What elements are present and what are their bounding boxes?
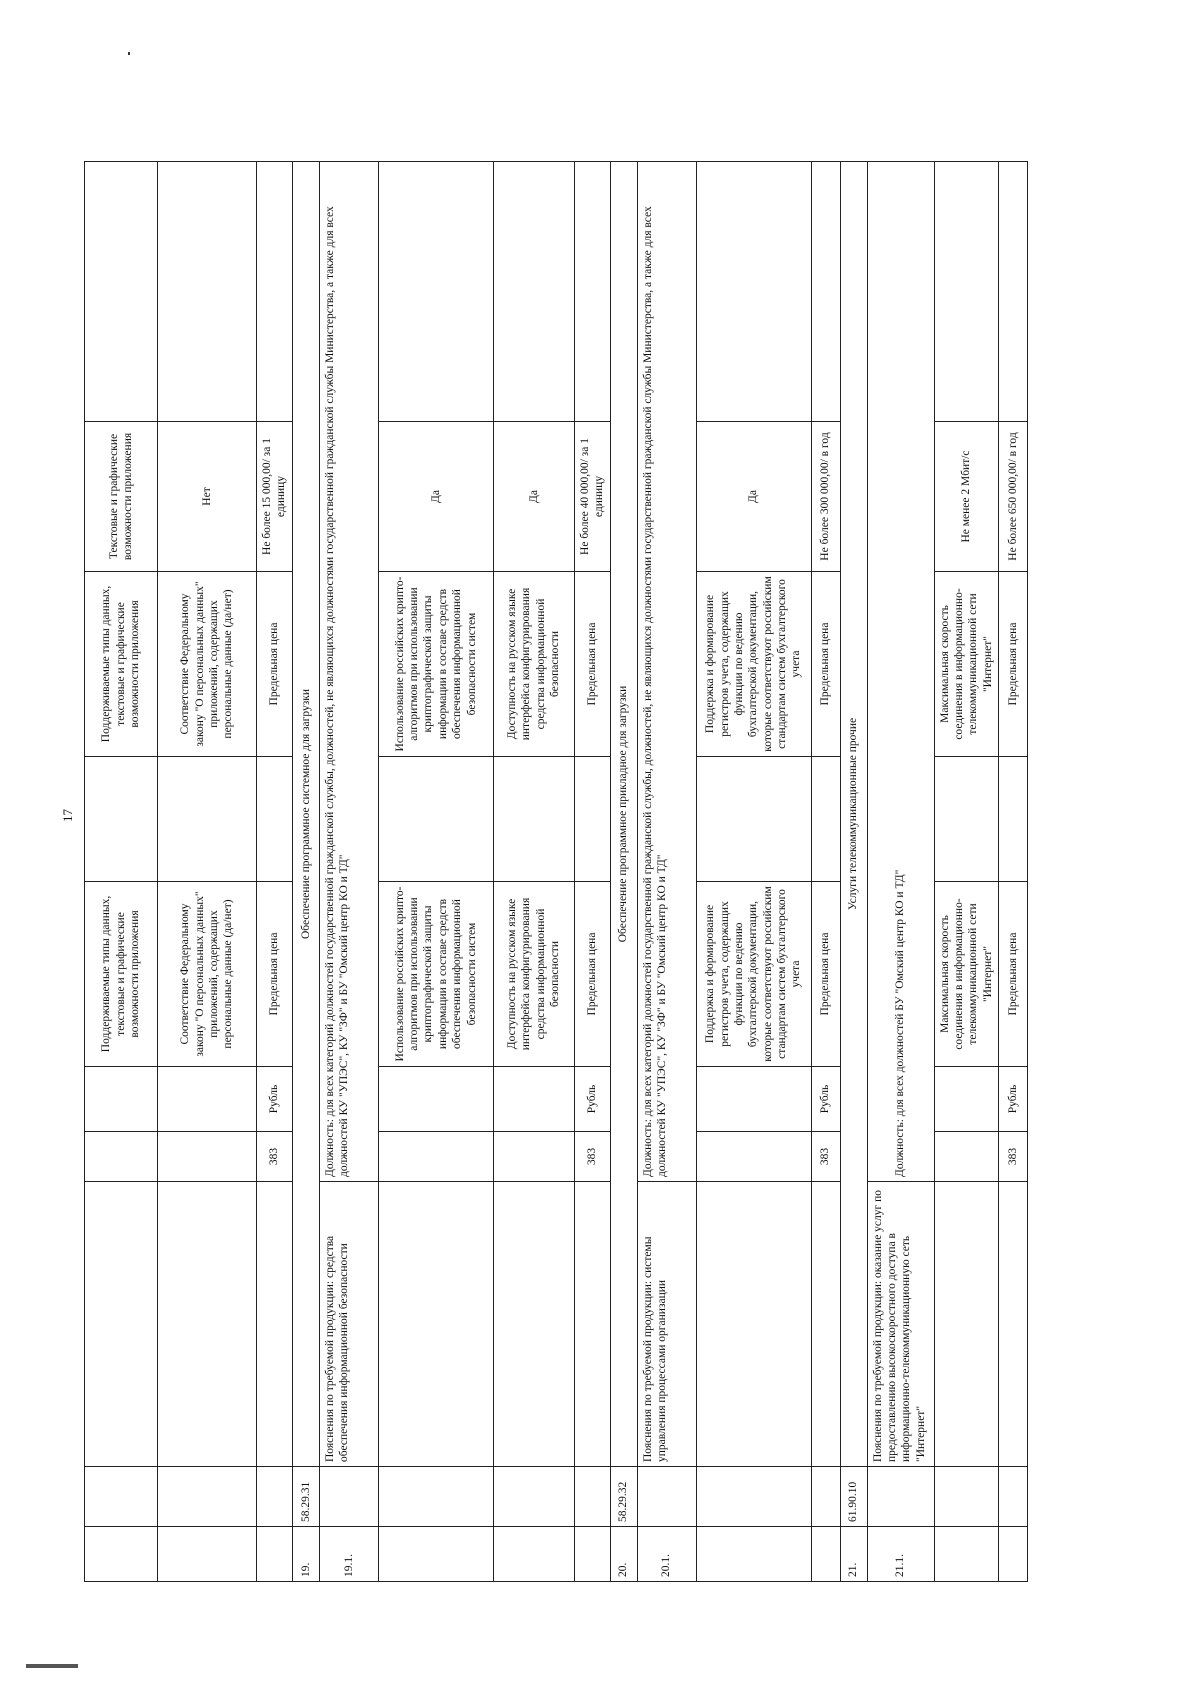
table-row <box>610 162 637 1582</box>
attr-name-cell: Использование российских крипто-алгоритмов при использовании криптографической защиты информации в составе средств обеспечения информационной безопасности систем <box>378 572 493 757</box>
unit-cell: Рубль <box>574 1067 610 1132</box>
table-row <box>378 162 493 1582</box>
attr-name-cell: Максимальная скорость соединения в информационно-телекоммуникационной сети "Интернет" <box>934 572 999 757</box>
item-number: 19.1. <box>319 1527 378 1582</box>
table-row <box>840 162 867 1582</box>
unit-code-cell: 383 <box>811 1132 840 1182</box>
value-cell: Не более 40 000,00/ за 1 единицу <box>574 422 610 572</box>
scan-edge-strip <box>26 1664 78 1668</box>
rotated-table-container <box>84 162 1084 1582</box>
unit-code-cell: 383 <box>574 1132 610 1182</box>
attr-name-cell: Использование российских крипто-алгоритмов при использовании криптографической защиты информации в составе средств обеспечения информационной безопасности систем <box>378 882 493 1067</box>
table-row <box>811 162 840 1582</box>
item-name: Обеспечение программное системное для загрузки <box>292 162 319 1467</box>
value-cell: Текстовые и графические возможности приложения <box>85 422 158 572</box>
explanation-cell: Пояснения по требуемой продукции: средства обеспечения информационной безопасности <box>319 1182 378 1467</box>
table-row <box>493 162 574 1582</box>
requirements-table <box>84 161 1028 1582</box>
table-row <box>574 162 610 1582</box>
position-cell: Должность: для всех категорий должностей государственной гражданской службы, должностей, не являющихся должностями государственной гражданской службы Министерства, а также для всех должностей КУ "УПЭС", КУ "ЗФ" и БУ "Омский центр КО и ТД" <box>319 162 378 1182</box>
position-cell: Должность: для всех должностей БУ "Омский центр КО и ТД" <box>867 162 934 1182</box>
value-cell: Не более 650 000,00/ в год <box>999 422 1028 572</box>
value-cell: Не менее 2 Мбит/с <box>934 422 999 572</box>
table-row <box>85 162 158 1582</box>
value-cell: Да <box>378 422 493 572</box>
attr-name-cell: Предельная цена <box>257 572 293 757</box>
attr-name-cell: Поддержка и формирование регистров учета, содержащих функции по ведению бухгалтерской документации, которые соответствуют российским стандартам систем бухгалтерского учета <box>696 572 811 757</box>
item-name: Обеспечение программное прикладное для загрузки <box>610 162 637 1467</box>
attr-name-cell: Предельная цена <box>811 882 840 1067</box>
item-number: 19. <box>292 1527 319 1582</box>
value-cell: Да <box>493 422 574 572</box>
explanation-cell: Пояснения по требуемой продукции: системы управления процессами организации <box>637 1182 696 1467</box>
table-row <box>867 162 934 1582</box>
explanation-cell: Пояснения по требуемой продукции: оказание услуг по предоставлению высокоскоростного доступа в информационно-телекоммуникационную сеть "Интернет" <box>867 1182 934 1467</box>
item-number: 21.1. <box>867 1527 934 1582</box>
unit-cell: Рубль <box>811 1067 840 1132</box>
item-name: Услуги телекоммуникационные прочие <box>840 162 867 1467</box>
attr-name-cell: Предельная цена <box>257 882 293 1067</box>
attr-name-cell: Максимальная скорость соединения в информационно-телекоммуникационной сети "Интернет" <box>934 882 999 1067</box>
unit-cell: Рубль <box>999 1067 1028 1132</box>
value-cell: Не более 15 000,00/ за 1 единицу <box>257 422 293 572</box>
attr-name-cell: Поддержка и формирование регистров учета, содержащих функции по ведению бухгалтерской документации, которые соответствуют российским стандартам систем бухгалтерского учета <box>696 882 811 1067</box>
attr-name-cell: Поддерживаемые типы данных, текстовые и графические возможности приложения <box>85 882 158 1067</box>
unit-cell: Рубль <box>257 1067 293 1132</box>
okpd-code: 58.29.31 <box>292 1467 319 1527</box>
attr-name-cell: Предельная цена <box>999 572 1028 757</box>
attr-name-cell: Предельная цена <box>999 882 1028 1067</box>
table-row <box>934 162 999 1582</box>
value-cell: Не более 300 000,00/ в год <box>811 422 840 572</box>
table-row <box>257 162 293 1582</box>
attr-name-cell: Доступность на русском языке интерфейса конфигурирования средства информационной безопасности <box>493 572 574 757</box>
attr-name-cell: Поддерживаемые типы данных, текстовые и графические возможности приложения <box>85 572 158 757</box>
item-number: 21. <box>840 1527 867 1582</box>
unit-code-cell: 383 <box>257 1132 293 1182</box>
unit-code-cell: 383 <box>999 1132 1028 1182</box>
attr-name-cell: Предельная цена <box>574 572 610 757</box>
table-row <box>158 162 257 1582</box>
attr-name-cell: Предельная цена <box>811 572 840 757</box>
table-row <box>999 162 1028 1582</box>
okpd-code: 58.29.32 <box>610 1467 637 1527</box>
page-number: 17 <box>60 809 75 822</box>
attr-name-cell: Соответствие Федеральному закону "О персональных данных" приложений, содержащих персональные данные (да/нет) <box>158 572 257 757</box>
table-row <box>637 162 696 1582</box>
item-number: 20.1. <box>637 1527 696 1582</box>
attr-name-cell: Соответствие Федеральному закону "О персональных данных" приложений, содержащих персональные данные (да/нет) <box>158 882 257 1067</box>
table-row <box>696 162 811 1582</box>
okpd-code: 61.90.10 <box>840 1467 867 1527</box>
table-row <box>292 162 319 1582</box>
scan-speck <box>128 52 130 55</box>
value-cell: Нет <box>158 422 257 572</box>
attr-name-cell: Предельная цена <box>574 882 610 1067</box>
table-row <box>319 162 378 1582</box>
item-number: 20. <box>610 1527 637 1582</box>
position-cell: Должность: для всех категорий должностей государственной гражданской службы, должностей, не являющихся должностями государственной гражданской службы Министерства, а также для всех должностей КУ "УПЭС", КУ "ЗФ" и БУ "Омский центр КО и ТД" <box>637 162 696 1182</box>
attr-name-cell: Доступность на русском языке интерфейса конфигурирования средства информационной безопасности <box>493 882 574 1067</box>
value-cell: Да <box>696 422 811 572</box>
